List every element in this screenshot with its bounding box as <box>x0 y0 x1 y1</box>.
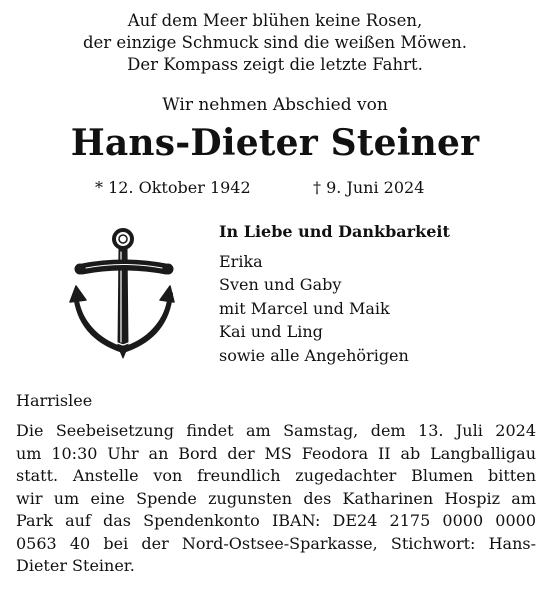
notice-line: wir um eine Spende zugunsten des Katharinen Hospiz am <box>16 488 536 508</box>
funeral-notice <box>16 420 536 578</box>
mourner-name: Sven und Gaby <box>219 275 342 294</box>
anchor-icon <box>68 226 176 361</box>
mourner-name: sowie alle Angehörigen <box>219 345 409 365</box>
poem-line: der einzige Schmuck sind die weißen Möwen. <box>82 33 468 52</box>
mourners-heading: In Liebe und Dankbarkeit <box>219 222 450 241</box>
notice-line: Die Seebeisetzung findet am Samstag, dem 13. Juli 2024 <box>16 421 536 440</box>
mourner-name: Erika <box>219 251 263 271</box>
notice-line: um 10:30 Uhr an Bord der MS Feodora II ab Langballigau <box>16 443 536 463</box>
birth-date: * 12. Oktober 1942 <box>95 178 251 197</box>
poem <box>0 10 550 76</box>
poem-line: Der Kompass zeigt die letzte Fahrt. <box>127 55 423 74</box>
place-name: Harrislee <box>16 391 93 410</box>
mourners-list <box>219 220 450 367</box>
notice-line: Dieter Steiner. <box>16 556 135 575</box>
deceased-name: Hans-Dieter Steiner <box>70 122 480 164</box>
notice-line: Park auf das Spendenkonto IBAN: DE24 2175 0000 0000 <box>16 511 536 530</box>
notice-line: 0563 40 bei der Nord-Ostsee-Sparkasse, Stichwort: Hans- <box>16 533 536 553</box>
mourner-name: Kai und Ling <box>219 322 323 341</box>
farewell-intro: Wir nehmen Abschied von <box>162 95 388 115</box>
poem-line: Auf dem Meer blühen keine Rosen, <box>127 11 423 30</box>
notice-line: statt. Anstelle von freundlich zugedachter Blumen bitten <box>16 466 536 485</box>
mourner-name: mit Marcel und Maik <box>219 298 390 318</box>
death-date: † 9. Juni 2024 <box>313 178 425 197</box>
